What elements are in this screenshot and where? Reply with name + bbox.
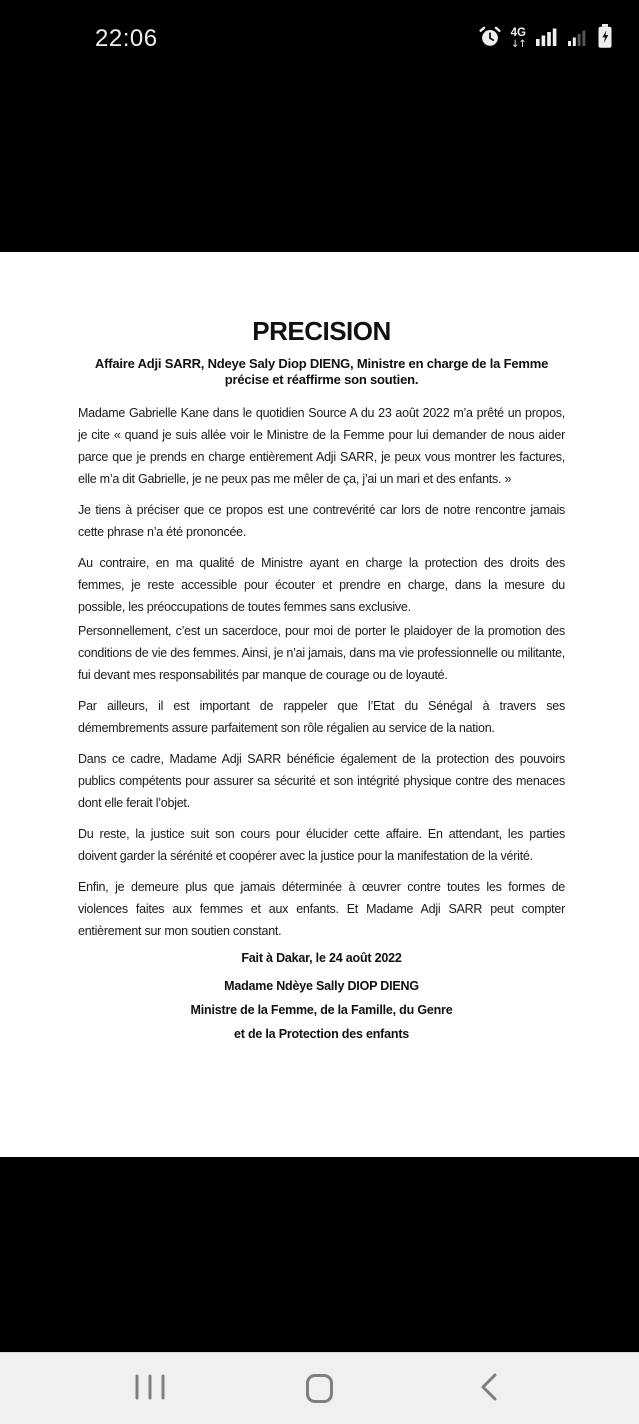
document-signature-block [78,974,565,1046]
signature-role-line2: et de la Protection des enfants [233,1027,410,1041]
status-icons [479,24,613,54]
document-date-line: Fait à Dakar, le 24 août 2022 [241,951,402,965]
signal-strength-sim2-icon [568,27,587,52]
status-bar [0,0,639,72]
home-icon [306,1374,333,1403]
document-subtitle-line2: précise et réaffirme son soutien. [224,371,419,387]
battery-charging-icon [597,24,613,54]
document-paragraph: Du reste, la justice suit son cours pour élucider cette affaire. En attendant, les parties doivent garder la sérénité et coopérer avec la justice pour la manifestation de la vérité. [78,827,565,863]
document-paragraph: Madame Gabrielle Kane dans le quotidien Source A du 23 août 2022 m’a prêté un propos, je cite « quand je suis allée voir le Ministre de la Femme pour lui demander de nous aider parce que je prends en charge entièrement Adji SARR, je peux vous montrer les factures, elle m’a dit Gabrielle, je ne peux pas me mêler de ça, j’ai un mari et des enfants. » [78,406,565,486]
document-paragraph: Par ailleurs, il est important de rappeler que l’Etat du Sénégal à travers ses démembrements assure parfaitement son rôle régalien au service de la nation. [78,699,565,735]
recents-icon [134,1374,166,1403]
document-paragraph: Je tiens à préciser que ce propos est une contrevérité car lors de notre rencontre jamais cette phrase n’a été prononcée. [78,503,565,539]
back-button[interactable] [467,1367,511,1411]
network-4g-icon [511,28,526,51]
alarm-icon [479,26,501,53]
document-paragraph: Dans ce cadre, Madame Adji SARR bénéficie également de la protection des pouvoirs publics compétents pour assurer sa sécurité et son intégrité physique contre des menaces dont elle ferait l’objet. [78,752,565,810]
android-nav-bar [0,1352,639,1424]
home-button[interactable] [298,1367,342,1411]
network-activity-arrows: ↓↑ [510,39,526,51]
signature-role-line1: Ministre de la Femme, de la Famille, du Genre [190,1003,453,1017]
document-title: PRECISION [252,316,391,346]
document-paragraph: Personnellement, c’est un sacerdoce, pour moi de porter le plaidoyer de la promotion des conditions de vie des femmes. Ainsi, je n’ai jamais, dans ma vie professionnelle ou militante, fui devant mes responsabilités par manque de courage ou de loyauté. [78,624,565,682]
document-body [78,402,565,942]
signal-strength-sim1-icon [536,27,558,52]
document-subtitle-line1: Affaire Adji SARR, Ndeye Saly Diop DIENG, Ministre en charge de la Femme [94,356,549,371]
recents-button[interactable] [128,1367,172,1411]
press-release-document [0,252,639,1157]
signature-name: Madame Ndèye Sally DIOP DIENG [224,979,419,993]
back-chevron-icon [480,1372,498,1405]
status-time: 22:06 [95,25,158,52]
document-paragraph: Enfin, je demeure plus que jamais déterminée à œuvrer contre toutes les formes de violences faites aux femmes et aux enfants. Et Madame Adji SARR peut compter entièrement sur mon soutien constant. [78,880,565,938]
document-paragraph: Au contraire, en ma qualité de Ministre ayant en charge la protection des droits des femmes, je reste accessible pour écouter et prendre en charge, dans la mesure du possible, les préoccupations de toutes femmes sans exclusive. [78,556,565,614]
document-subtitle [78,356,565,387]
network-type-label: 4G [510,26,526,39]
